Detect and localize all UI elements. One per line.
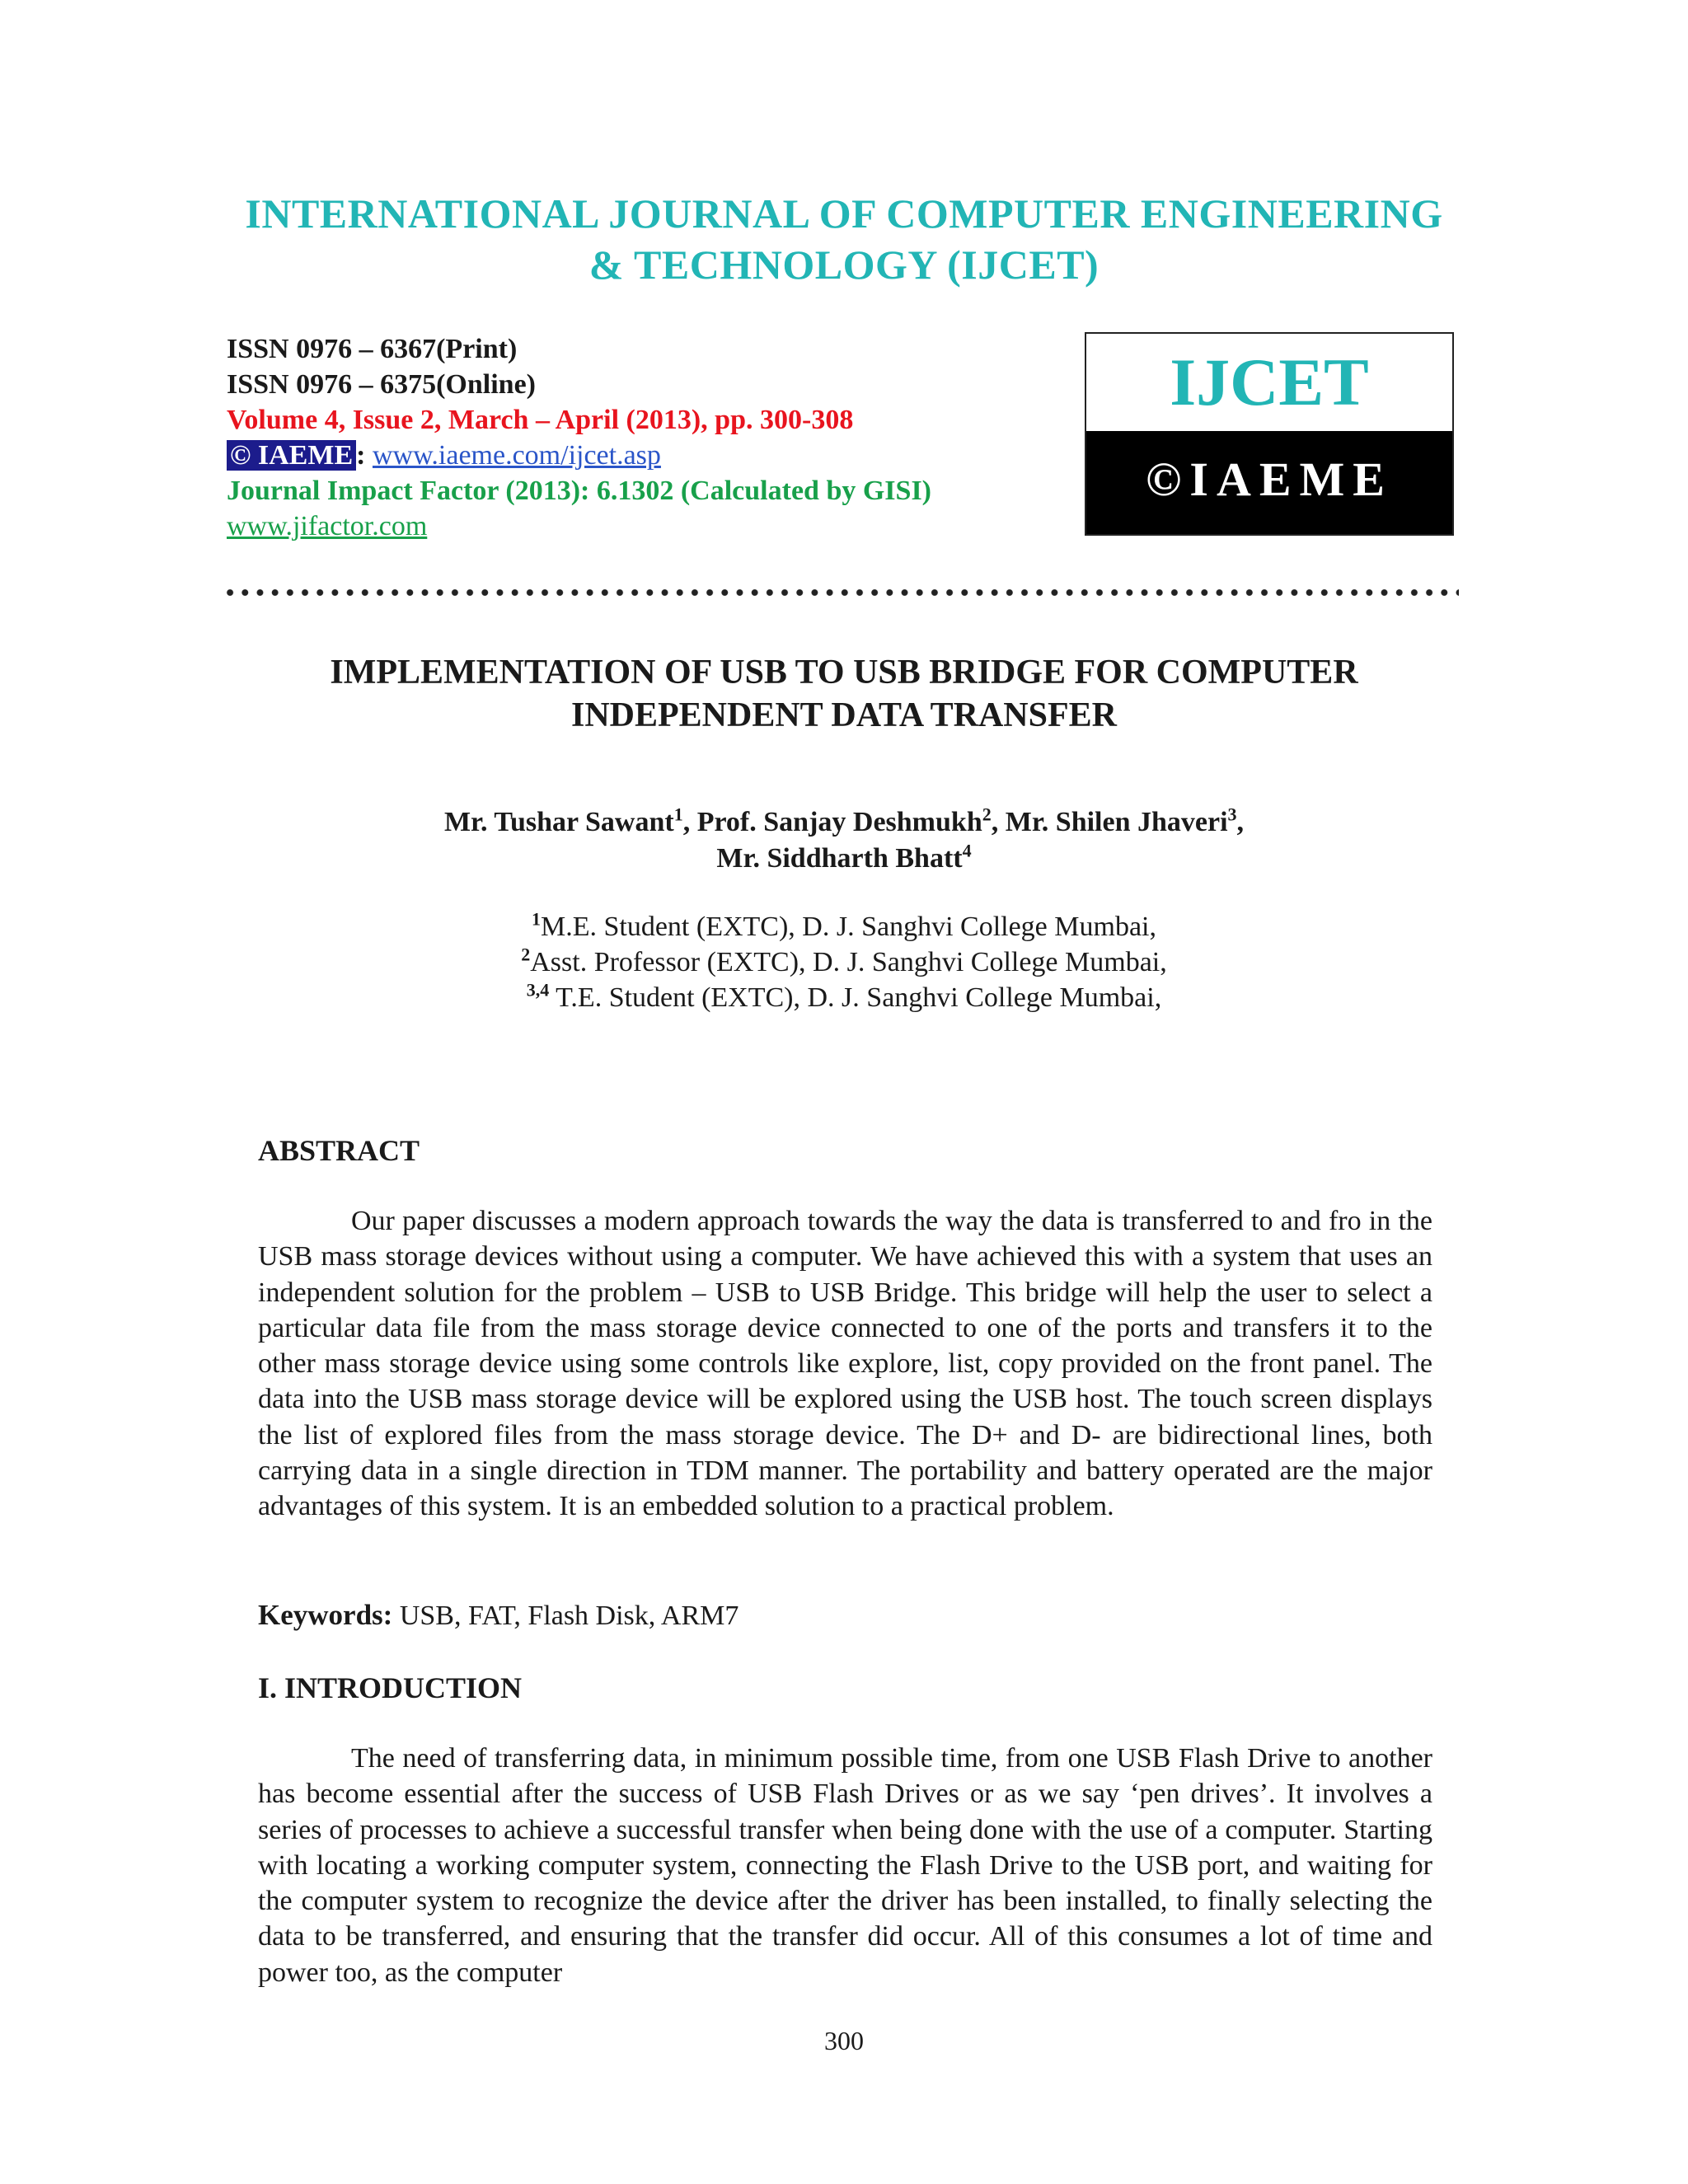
journal-title-line2: & TECHNOLOGY (IJCET)	[588, 241, 1100, 288]
author-name: Mr. Shilen Jhaveri	[1005, 807, 1228, 837]
affiliation-item	[0, 980, 1688, 1015]
author-sep: ,	[1236, 807, 1245, 837]
affiliations	[0, 909, 1688, 1015]
journal-meta	[227, 331, 1051, 544]
author-name: Prof. Sanjay Deshmukh	[696, 807, 982, 837]
author-sup: 1	[673, 804, 683, 825]
affiliation-item	[0, 944, 1688, 980]
logo-iaeme: ©IAEME	[1086, 431, 1452, 534]
author-name: Mr. Tushar Sawant	[443, 807, 674, 837]
affiliation-text: T.E. Student (EXTC), D. J. Sanghvi College Mumbai,	[549, 982, 1162, 1013]
paper-title	[0, 651, 1688, 737]
keywords-line	[258, 1597, 738, 1634]
author-list	[0, 804, 1688, 877]
affiliation-sup: 1	[531, 908, 541, 930]
author-sup: 2	[982, 804, 992, 825]
introduction-body: The need of transferring data, in minimum possible time, from one USB Flash Drive to another has become essential after the success of USB Flash Drives or as we say ‘pen drives’. It involves a series of processes to achieve a successful transfer when being done with the use of a computer. Starting with locating a working computer system, connecting the Flash Drive to the USB port, and waiting for the computer system to recognize the device after the driver has been installed, to finally selecting the data to be transferred, and ensuring that the transfer did occur. All of this consumes a lot of time and power too, as the computer	[258, 1743, 1432, 1988]
abstract-body: Our paper discusses a modern approach towards the way the data is transferred to and fro in the USB mass storage devices without using a computer. We have achieved this with a system that uses an independent solution for the problem – USB to USB Bridge. This bridge will help the user to select a particular data file from the mass storage device connected to one of the ports and transfers it to the other mass storage device using some controls like explore, list, copy provided on the front panel. The data into the USB mass storage device will be explored using the USB host. The touch screen displays the list of explored files from the mass storage device. The D+ and D- are bidirectional lines, both carrying data in a single direction in TDM manner. The portability and battery operated are the major advantages of this system. It is an embedded solution to a practical problem.	[258, 1206, 1432, 1522]
affiliation-sup: 3,4	[526, 979, 550, 1001]
author-line-2	[0, 841, 1688, 877]
dotted-divider	[223, 587, 1459, 598]
jif-link[interactable]: www.jifactor.com	[227, 511, 428, 541]
affiliation-sup: 2	[521, 944, 531, 965]
publisher-tag: © IAEME	[227, 440, 356, 471]
journal-logo	[1085, 332, 1454, 536]
publisher-sep: :	[356, 440, 373, 471]
keywords-label: Keywords:	[258, 1599, 393, 1631]
paper-title-line2: INDEPENDENT DATA TRANSFER	[570, 696, 1117, 734]
impact-factor: Journal Impact Factor (2013): 6.1302 (Calculated by GISI)	[227, 476, 931, 506]
publisher-link[interactable]: www.iaeme.com/ijcet.asp	[372, 440, 661, 471]
author-name: Mr. Siddharth Bhatt	[716, 843, 963, 874]
author-sep: ,	[682, 807, 697, 837]
paper-title-line1: IMPLEMENTATION OF USB TO USB BRIDGE FOR COMPUTER	[330, 654, 1358, 691]
author-sup: 3	[1227, 804, 1237, 825]
journal-title	[0, 188, 1688, 290]
journal-title-line1: INTERNATIONAL JOURNAL OF COMPUTER ENGINEERING	[245, 190, 1443, 237]
logo-ijcet: IJCET	[1170, 344, 1369, 419]
page-number: 300	[824, 2026, 864, 2055]
introduction-heading: I. INTRODUCTION	[258, 1671, 523, 1704]
affiliation-item	[0, 909, 1688, 944]
keywords-text: USB, FAT, Flash Disk, ARM7	[392, 1601, 739, 1631]
publisher-line	[227, 438, 1051, 473]
author-sep: ,	[991, 807, 1006, 837]
issn-online: ISSN 0976 – 6375(Online)	[227, 369, 536, 400]
affiliation-text: Asst. Professor (EXTC), D. J. Sanghvi College Mumbai,	[530, 947, 1167, 977]
author-sup: 4	[962, 840, 972, 861]
affiliation-text: M.E. Student (EXTC), D. J. Sanghvi College Mumbai,	[540, 912, 1156, 942]
author-line-1	[0, 804, 1688, 841]
issn-print: ISSN 0976 – 6367(Print)	[227, 334, 518, 364]
abstract-heading: ABSTRACT	[258, 1134, 420, 1167]
volume-info: Volume 4, Issue 2, March – April (2013), pp. 300-308	[227, 405, 854, 435]
